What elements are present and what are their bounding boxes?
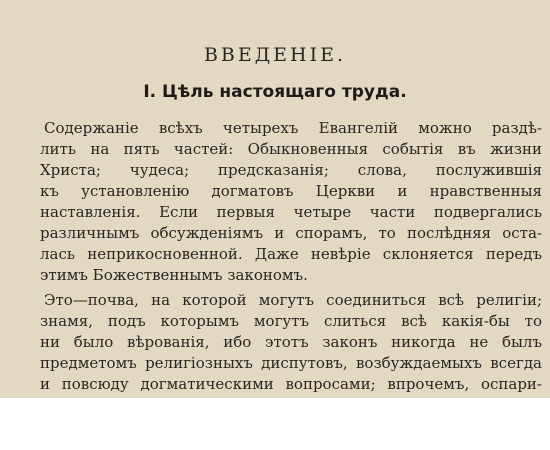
- text-line-3: Христа; чудеса; предсказанія; слова, послужившія: [40, 161, 542, 179]
- text-line-4: къ установленію догматовъ Церкви и нравственныя: [40, 182, 542, 200]
- text-line-8: этимъ Божественнымъ закономъ.: [40, 266, 308, 284]
- text-line-12: предметомъ религіозныхъ диспутовъ, возбуждаемыхъ всегда: [40, 354, 542, 372]
- text-line-7: лась неприкосновенной. Даже невѣріе склоняется передъ: [40, 245, 542, 263]
- bottom-margin: [0, 398, 550, 450]
- text-line-9: Это—почва, на которой могутъ соединиться всѣ религіи;: [44, 291, 542, 309]
- text-line-13: и повсюду догматическими вопросами; впрочемъ, оспари-: [40, 375, 542, 393]
- section-title: I. Цѣль настоящаго труда.: [143, 82, 407, 102]
- text-line-6: различнымъ обсужденіямъ и спорамъ, то послѣдняя оста-: [40, 224, 542, 242]
- page-heading: ВВЕДЕНІЕ.: [203, 44, 347, 66]
- text-line-5: наставленія. Если первыя четыре части подвергались: [40, 203, 542, 221]
- text-line-2: лить на пять частей: Обыкновенныя событія въ жизни: [40, 140, 542, 158]
- text-line-11: ни было вѣрованія, ибо этотъ законъ никогда не былъ: [40, 333, 542, 351]
- text-line-10: знамя, подъ которымъ могутъ слиться всѣ какія-бы то: [40, 312, 542, 330]
- text-line-1: Содержаніе всѣхъ четырехъ Евангелій можно раздѣ-: [44, 119, 542, 137]
